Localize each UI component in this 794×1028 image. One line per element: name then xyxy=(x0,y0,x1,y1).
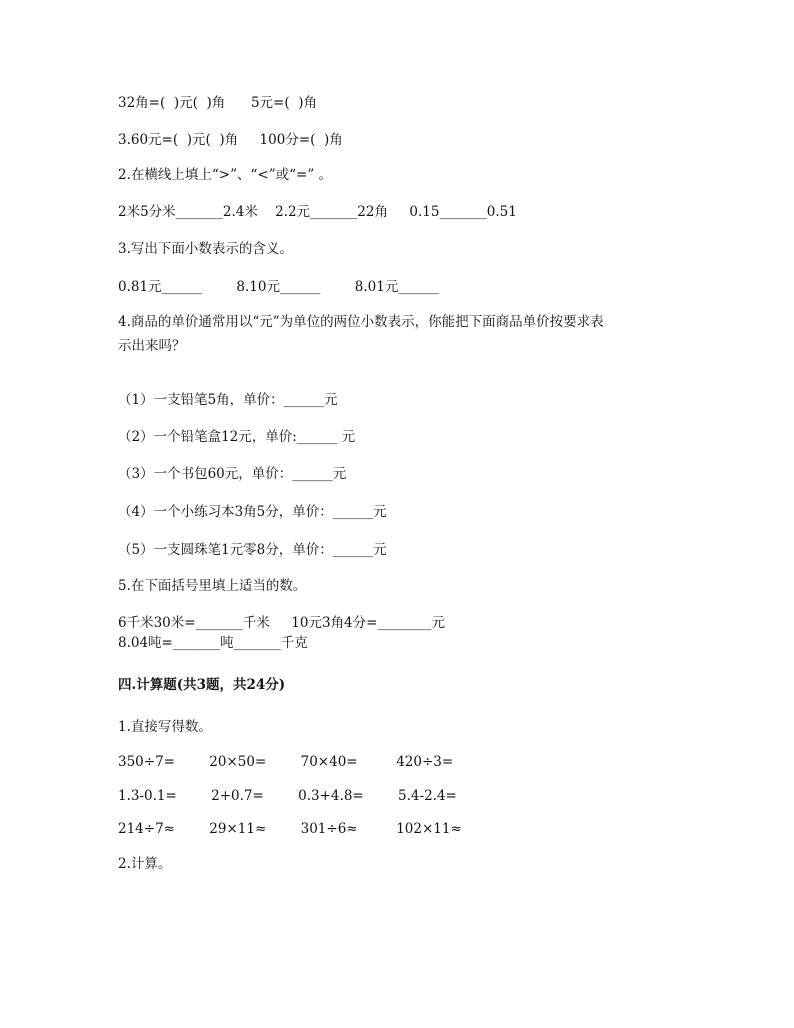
calc-row-3: 214÷7≈ 29×11≈ 301÷6≈ 102×11≈ xyxy=(118,821,462,837)
item-4: （4）一个小练习本3角5分，单价：______元 xyxy=(118,504,387,520)
line-6: 0.81元______ 8.10元______ 8.01元______ xyxy=(118,279,439,295)
line-1: 32角=( )元( )角 5元=( )角 xyxy=(118,95,317,111)
calc-question-2-title: 2.计算。 xyxy=(118,856,172,872)
line-16: 8.04吨=_______吨_______千克 xyxy=(118,635,308,651)
question-5-title: 5.在下面括号里填上适当的数。 xyxy=(118,578,307,594)
line-2: 3.60元=( )元( )角 100分=( )角 xyxy=(118,132,343,148)
question-2-title: 2.在横线上填上“>”、“<”或“=” 。 xyxy=(118,167,333,183)
line-15: 6千米30米=_______千米 10元3角4分=________元 xyxy=(118,615,445,631)
calc-question-1-title: 1.直接写得数。 xyxy=(118,719,212,735)
line-4: 2米5分米_______2.4米 2.2元_______22角 0.15_______0.51 xyxy=(118,204,517,220)
item-3: （3）一个书包60元，单价：______元 xyxy=(118,466,347,482)
question-4-title: 4.商品的单价通常用以“元”为单位的两位小数表示，你能把下面商品单价按要求表 xyxy=(118,314,604,330)
item-5: （5）一支圆珠笔1元零8分，单价：______元 xyxy=(118,542,387,558)
question-4-title-cont: 示出来吗？ xyxy=(118,338,186,354)
calc-row-2: 1.3-0.1= 2+0.7= 0.3+4.8= 5.4-2.4= xyxy=(118,788,457,804)
calc-row-1: 350÷7= 20×50= 70×40= 420÷3= xyxy=(118,754,454,770)
item-1: （1）一支铅笔5角，单价：______元 xyxy=(118,392,338,408)
section-4-heading: 四.计算题(共3题，共24分) xyxy=(118,677,286,693)
question-3-title: 3.写出下面小数表示的含义。 xyxy=(118,241,293,257)
item-2: （2）一个铅笔盒12元，单价:______ 元 xyxy=(118,429,356,445)
